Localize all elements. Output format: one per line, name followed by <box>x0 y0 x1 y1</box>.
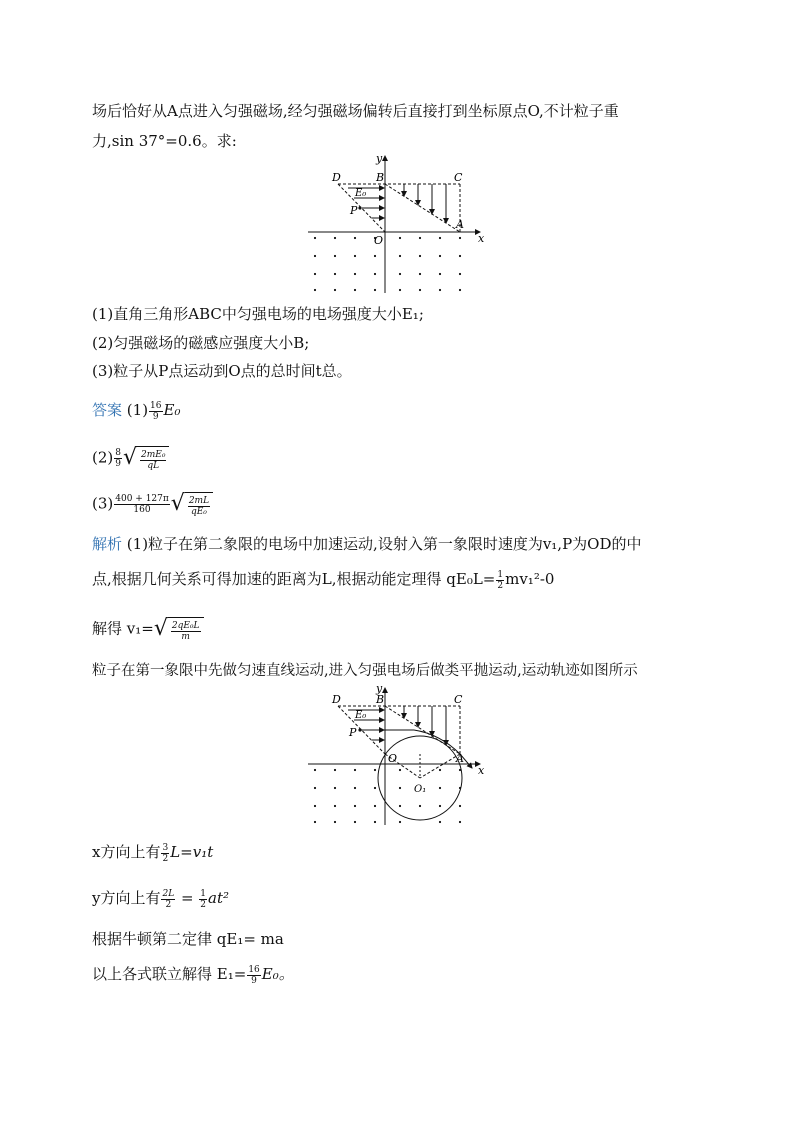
analysis-p3-a: 解得 v₁= <box>92 619 154 638</box>
answer-3-rad-den: qE₀ <box>190 506 207 517</box>
answer-1-num: 16 <box>150 400 162 411</box>
eq-x-b: L=v₁t <box>170 843 214 861</box>
analysis-p3-rad-num: 2qE₀L <box>171 620 200 631</box>
answer-1-fraction <box>149 401 162 422</box>
analysis-p2-a: 点,根据几何关系可得加速的距离为L,根据动能定理得 qE₀L= <box>92 570 496 588</box>
label-C: C <box>454 171 463 184</box>
fig2-label-C: C <box>454 693 463 706</box>
label-D: D <box>332 171 341 184</box>
eq-x <box>92 842 213 864</box>
answer-3-prefix: (3) <box>92 494 114 513</box>
eq-final-fraction <box>247 965 260 986</box>
eq-x-den: 2 <box>162 853 169 864</box>
fig2-label-D: D <box>332 693 341 706</box>
answer-1-prefix: (1) <box>126 401 149 419</box>
eq-y-b: at² <box>208 889 230 907</box>
analysis-p3-rad-den: m <box>181 631 190 642</box>
label-P: P <box>350 204 358 217</box>
analysis-p2-fraction <box>496 570 504 591</box>
figure-2 <box>300 680 500 830</box>
eq-final-num: 16 <box>248 964 260 975</box>
label-A: A <box>456 218 464 231</box>
eq-y-num1: 2L <box>162 888 175 899</box>
analysis-p2 <box>92 569 554 591</box>
analysis-p2-b: mv₁²-0 <box>505 570 555 588</box>
eq-y-fraction-2 <box>199 889 207 910</box>
fig2-label-y: y <box>376 682 383 695</box>
fig2-label-A: A <box>456 752 464 765</box>
eq-final-a: 以上各式联立解得 E₁= <box>92 965 247 983</box>
fig2-label-B: B <box>376 693 385 706</box>
analysis-p2-num: 1 <box>497 569 504 580</box>
answer-2-fraction <box>114 448 122 469</box>
fig2-label-O: O <box>388 752 398 765</box>
fig2-label-O1: O₁ <box>414 784 427 795</box>
eq-y-num2: 1 <box>200 888 207 899</box>
eq-final <box>92 964 294 986</box>
answer-1 <box>92 400 180 422</box>
analysis-p1-text: (1)粒子在第二象限的电场中加速运动,设射入第一象限时速度为v₁,P为OD的中 <box>126 535 642 553</box>
label-B: B <box>376 171 385 184</box>
question-3: (3)粒子从P点运动到O点的总时间t总。 <box>92 362 352 380</box>
eq-y-a: y方向上有 <box>92 889 161 907</box>
label-x: x <box>478 232 485 245</box>
eq-final-den: 9 <box>251 975 257 986</box>
answer-2 <box>92 446 169 471</box>
answer-3-den: 160 <box>133 504 151 515</box>
question-1: (1)直角三角形ABC中匀强电场的电场强度大小E₁; <box>92 305 424 323</box>
answer-2-den: 9 <box>115 458 121 469</box>
eq-y <box>92 888 229 910</box>
answer-2-prefix: (2) <box>92 448 114 467</box>
answer-3-num: 400 + 127π <box>115 493 169 504</box>
answer-label: 答案 <box>92 401 123 419</box>
eq-x-fraction <box>161 843 169 864</box>
answer-2-sqrt: √ $\frac{\text{2mE₀}}{qL}$ <box>123 446 169 471</box>
analysis-p3-sqrt: √ $\frac{\text{2qE₀L}}{m}$ <box>154 617 204 642</box>
answer-1-tail: E₀ <box>163 401 181 419</box>
question-2: (2)匀强磁场的磁感应强度大小B; <box>92 334 310 352</box>
answer-2-num: 8 <box>115 447 121 458</box>
eq-newton: 根据牛顿第二定律 qE₁= ma <box>92 930 284 948</box>
fig2-label-E0: E₀ <box>355 710 367 721</box>
intro-line-2: 力,sin 37°=0.6。求: <box>92 132 237 150</box>
eq-x-num: 3 <box>162 842 169 853</box>
fig2-label-x: x <box>478 764 485 777</box>
eq-y-den2: 2 <box>200 899 207 910</box>
answer-3-sqrt: √ $\frac{2mL}{\text{qE₀}}$ <box>171 492 213 517</box>
eq-y-fraction-1 <box>161 889 175 910</box>
analysis-p2-den: 2 <box>497 580 504 591</box>
answer-3-rad-num: 2mL <box>188 495 210 506</box>
label-E0: E₀ <box>355 188 367 199</box>
eq-y-equals: = <box>176 889 199 907</box>
analysis-label: 解析 <box>92 535 123 553</box>
eq-final-b: E₀。 <box>261 965 294 983</box>
figure-1 <box>300 148 500 298</box>
eq-y-den1: 2 <box>165 899 172 910</box>
answer-3 <box>92 492 213 517</box>
answer-2-rad-den: qL <box>147 460 160 471</box>
analysis-p1 <box>92 534 642 554</box>
label-O: O <box>374 234 384 247</box>
answer-1-den: 9 <box>152 411 159 422</box>
answer-2-rad-num: 2mE₀ <box>141 449 166 460</box>
analysis-p3 <box>92 617 204 642</box>
analysis-p4: 粒子在第一象限中先做匀速直线运动,进入匀强电场后做类平抛运动,运动轨迹如图所示 <box>92 663 638 679</box>
fig2-label-P: P <box>349 726 357 739</box>
answer-3-fraction <box>114 494 170 515</box>
eq-x-a: x方向上有 <box>92 843 161 861</box>
intro-line-1: 场后恰好从A点进入匀强磁场,经匀强磁场偏转后直接打到坐标原点O,不计粒子重 <box>92 102 619 120</box>
label-y: y <box>376 152 383 165</box>
